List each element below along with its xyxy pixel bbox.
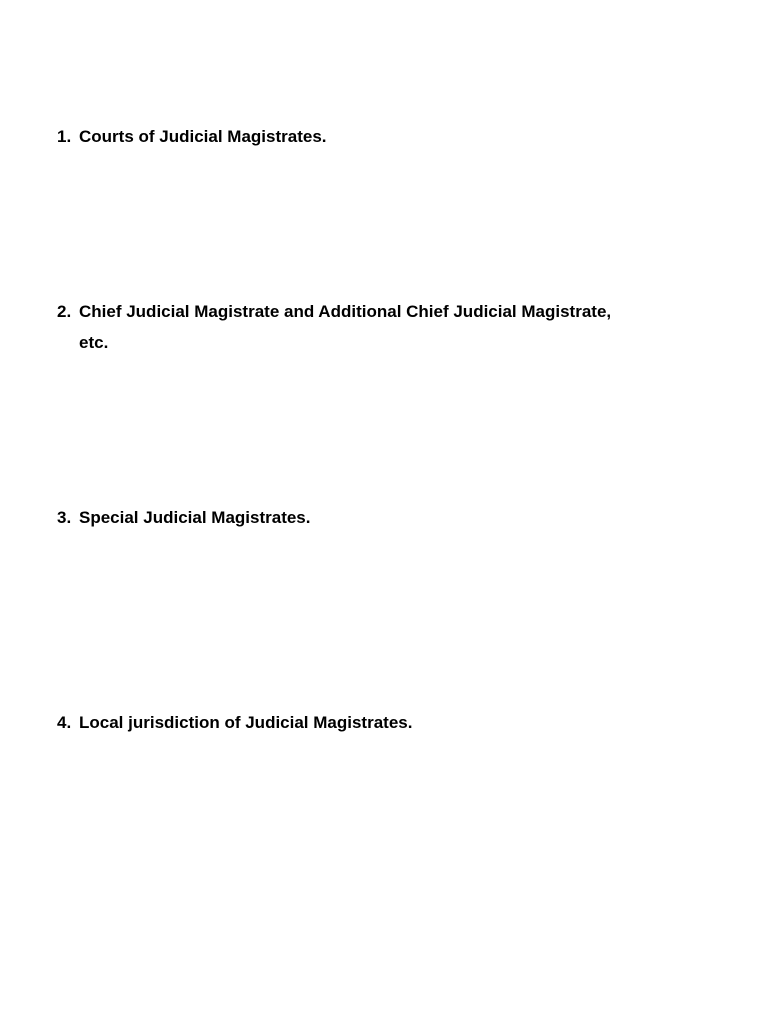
list-item	[57, 121, 657, 152]
list-item-text: Courts of Judicial Magistrates.	[79, 127, 327, 146]
list-item-number: 3.	[57, 508, 72, 527]
list-item	[57, 296, 657, 358]
list-item-number: 4.	[57, 713, 72, 732]
list-item	[57, 707, 657, 738]
list-item	[57, 502, 657, 533]
list-item-number: 1.	[57, 127, 72, 146]
list-item-text: Local jurisdiction of Judicial Magistrates.	[79, 713, 413, 732]
list-item-text: Special Judicial Magistrates.	[79, 508, 311, 527]
list-item-text: Chief Judicial Magistrate and Additional Chief Judicial Magistrate, etc.	[79, 302, 612, 352]
list-item-number: 2.	[57, 302, 72, 321]
